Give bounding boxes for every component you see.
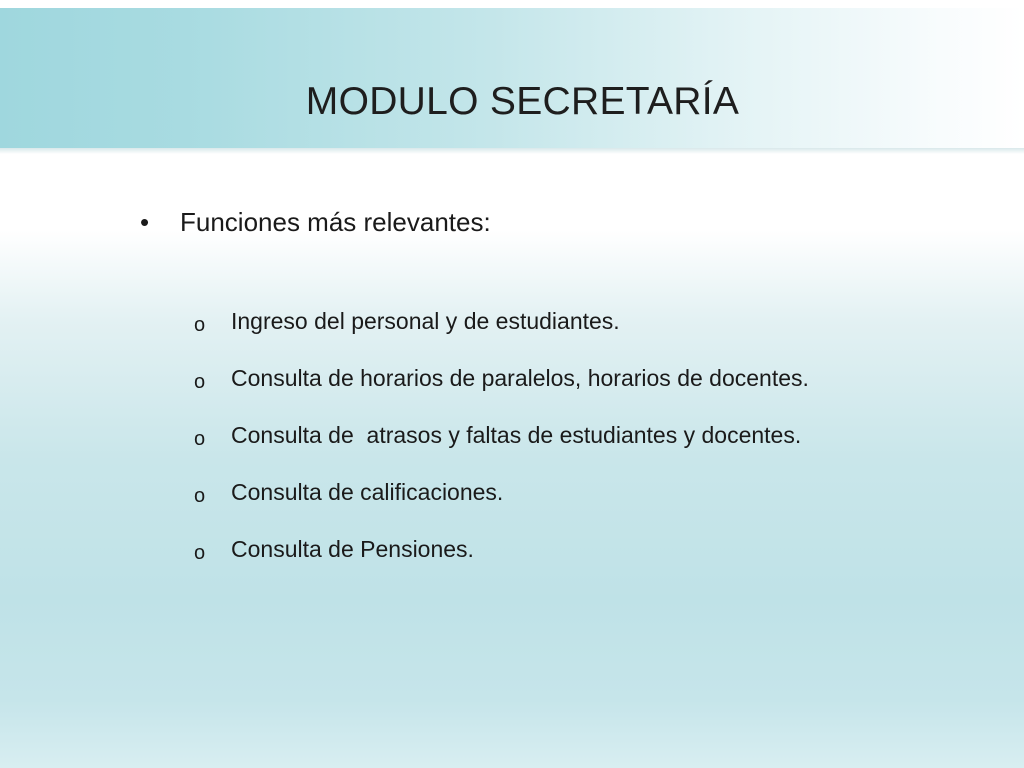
sub-bullet-text: Consulta de Pensiones. [231,536,474,562]
bullet-dot-icon: • [140,207,150,237]
main-bullet [140,200,890,248]
circle-bullet-icon: o [194,485,206,507]
title-band [0,8,1024,148]
sub-bullet-item [140,355,890,401]
sub-bullet-item [140,469,890,515]
slide-title: MODULO SECRETARÍA [305,80,740,123]
circle-bullet-icon: o [194,314,206,336]
circle-bullet-icon: o [194,371,206,393]
sub-bullet-list [140,298,890,572]
sub-bullet-item [140,412,890,458]
main-bullet-text: Funciones más relevantes: [180,207,491,237]
sub-bullet-text: Consulta de calificaciones. [231,479,504,505]
title-band-shadow [0,148,1024,154]
sub-bullet-item [140,298,890,344]
circle-bullet-icon: o [194,542,206,564]
sub-bullet-text: Ingreso del personal y de estudiantes. [231,308,620,334]
circle-bullet-icon: o [194,428,206,450]
slide-content [140,200,890,583]
sub-bullet-text: Consulta de horarios de paralelos, horarios de docentes. [231,365,809,391]
sub-bullet-text: Consulta de atrasos y faltas de estudiantes y docentes. [231,422,802,448]
sub-bullet-item [140,526,890,572]
